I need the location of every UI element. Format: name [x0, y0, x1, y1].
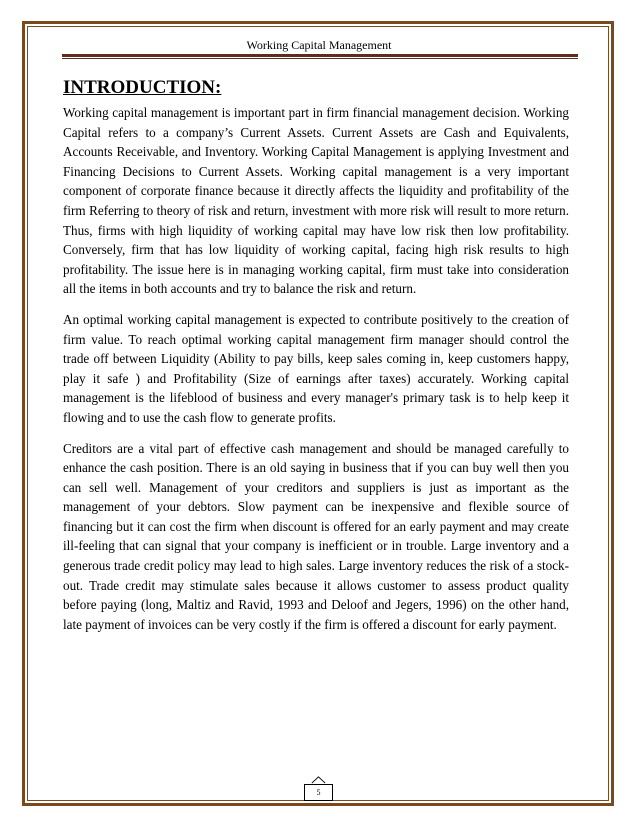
- document-body: [63, 76, 569, 645]
- paragraph-2: An optimal working capital management is expected to contribute positively to the creation of firm value. To reach optimal working capital management firm manager should control the trade off between Liquidity (Ability to pay bills, keep sales coming in, keep customers happy, play it safe ) and Profitability (Size of earnings after taxes) accurately. Working capital management is the lifeblood of business and every manager's primary task is to help keep it flowing and to use the cash flow to generate profits.: [63, 311, 569, 425]
- running-header: Working Capital Management: [246, 38, 392, 52]
- section-heading: INTRODUCTION:: [63, 77, 222, 98]
- header-rule: [62, 54, 578, 57]
- page-number: 5: [304, 784, 333, 801]
- paragraph-1: Working capital management is important part in firm financial management decision. Working Capital refers to a company’s Current Assets. Current Assets are Cash and Equivalents, Accounts Receivable, and Inventory. Working Capital Management is applying Investment and Financing Decisions to Current Assets. Working capital management is a very important component of corporate finance because it directly affects the liquidity and profitability of the firm Referring to theory of risk and return, investment with more risk will result to more return. Thus, firms with high liquidity of working capital may have low risk then low profitability. Conversely, firm that has low liquidity of working capital, facing high risk results to high profitability. The issue here is in managing working capital, firm must take into consideration all the items in both accounts and try to balance the risk and return.: [63, 105, 569, 297]
- page-number-tab-icon: [304, 776, 333, 784]
- paragraph-3: Creditors are a vital part of effective cash management and should be managed carefully to enhance the cash position. There is an old saying in business that if you can buy well then you can sell well. Management of your creditors and suppliers is just as important as the management of your debtors. Slow payment can be inexpensive and flexible source of financing but it can cost the firm when discount is offered for an early payment and may create ill-feeling that can signal that your company is inefficient or in trouble. Large inventory and a generous trade credit policy may lead to high sales. Large inventory reduces the risk of a stock-out. Trade credit may stimulate sales because it allows customer to assess product quality before paying (long, Maltiz and Ravid, 1993 and Deloof and Jegers, 1996) on the other hand, late payment of invoices can be very costly if the firm is offered a discount for early payment.: [63, 440, 569, 632]
- header-rule-thin: [62, 58, 578, 59]
